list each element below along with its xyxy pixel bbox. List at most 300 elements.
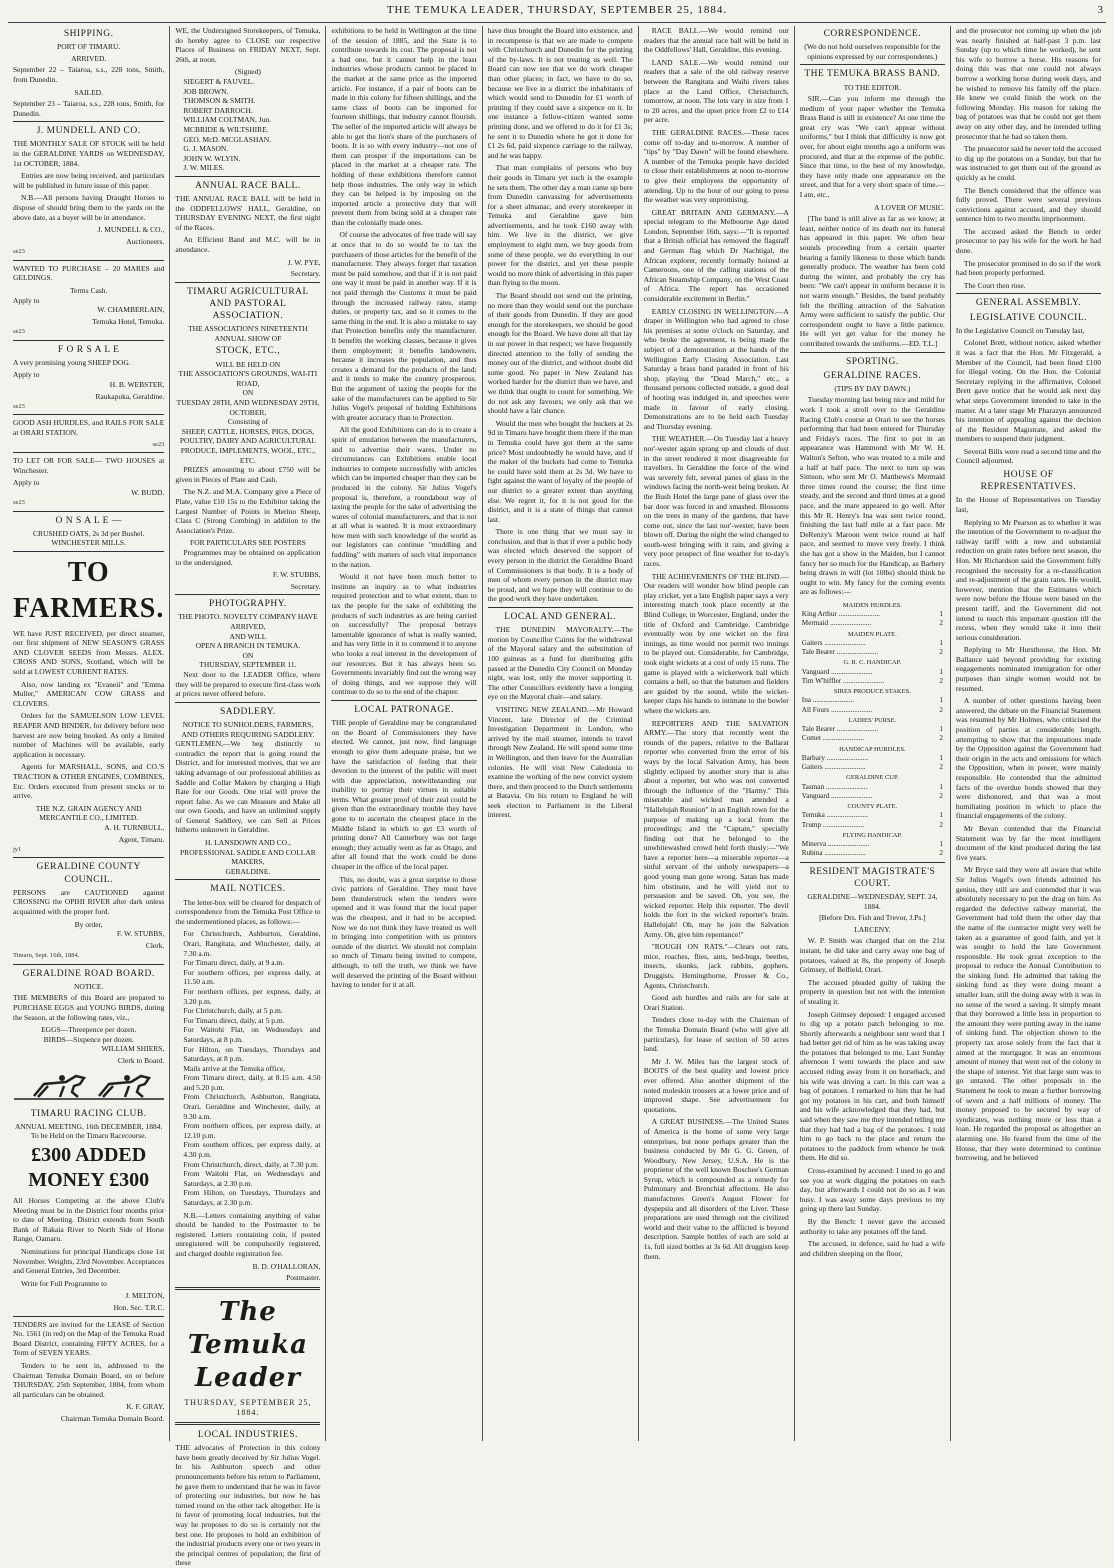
editorial-p2: Of course the advocates of free trade will say at once that to do so would be to tax the purchasers of those articles for the benefit of the manufacturer. They always forget that taxation must be paid somehow, and that if it is not paid one way it must be paid in another way. If it is not paid through the Customs it must be paid through the increased railway rates, stamp duties, or property tax, and so it comes to the same thing in the end. It is also a mistake to say that Protection benefits only the manufacturer. It benefits the working classes, because it gives them employment; it benefits landowners, because it increases the population, and thus creates a demand for the products of the land; and it tends to make the country prosperous. But the argument of taxing the people for the sake of the manufacturers can be applied to Sir Julius Vogel's proposal of holding Exhibitions with greater accuracy than to Protection.	[331, 230, 477, 422]
roadboard-eggs: EGGS—Threepence per dozen.	[41, 1025, 137, 1035]
table-row	[800, 725, 945, 734]
list-item: For Hilton, on Tuesdays, Thursdays and Saturdays, at 8 p.m.	[183, 1044, 321, 1064]
list-item: GEO. McD. MCGLASHAN.	[183, 134, 272, 144]
divider	[488, 607, 633, 608]
page-number: 3	[1097, 4, 1104, 16]
race-name: MAIDEN HURDLES.	[842, 601, 902, 609]
runner-place: 1	[939, 753, 943, 762]
runner-place: 2	[939, 648, 943, 657]
ball-name: J. W. PYE,	[287, 257, 321, 267]
runner-place: 1	[939, 667, 943, 676]
news-item: THE GERALDINE RACES.—These races come off to-day and to-morrow. A number of "tips" by "Day Dawn" will be found elsewhere. A number of the Temuka people have decided to close their establishments at noon to-morrow to give their employees the opportunity of attending. Up to the hour of our going to press the weather was very unpromising.	[643, 127, 789, 205]
court-cont-p5: The prosecutor promised to do so if the work had been properly performed.	[955, 258, 1102, 278]
table-row	[800, 639, 945, 648]
list-item: ROBERT DARROCH.	[183, 105, 253, 115]
wanted-terms: Terms Cash.	[69, 285, 108, 295]
saddlery-heading: SADDLERY.	[220, 706, 276, 717]
column-1	[8, 26, 170, 1441]
race-heading-row	[800, 744, 945, 754]
agri-will: WILL BE HELD ON	[215, 359, 281, 369]
race-name: GERALDINE CUP.	[846, 774, 899, 782]
forsale-heading: F O R S A L E	[57, 344, 120, 355]
runner-place: 2	[939, 676, 943, 685]
news-item: GREAT BRITAIN AND GERMANY.—A special telegram to the Melbourne Age dated London, September 16th, says:—"It is reported that a British official has removed the flagstaff and German flag which Dr Nachtigal, the African explorer, recently formally hoisted at Cameroons, one of the calling stations of the African Steamship Company, on the West Coast of Africa. The report has occasioned considerable excitement in Berlin."	[643, 207, 789, 304]
mundell-heading: J. MUNDELL AND CO.	[36, 126, 141, 137]
races-heading: GERALDINE RACES.	[823, 370, 922, 381]
racing-meet: ANNUAL MEETING, 16th DECEMBER, 1884.	[14, 1121, 163, 1131]
ball-body: THE ANNUAL RACE BALL will be held in the ODDFELLOWS' HALL, Geraldine, on THURSDAY EVENING NEXT, the first night of the Races.	[175, 194, 321, 232]
racing-money: £300 ADDED MONEY £300	[28, 1143, 150, 1192]
racing-held: To be Held on the Timaru Racecourse.	[30, 1131, 147, 1141]
list-item: From Waitohi Flat, on Wednesdays and Saturdays, at 2.30 p.m.	[183, 1169, 321, 1188]
list-item: MCBRIDE & WILTSHIRE.	[183, 124, 269, 134]
racing-title: Hon. Sec. T.R.C.	[113, 1302, 165, 1312]
divider	[13, 964, 164, 965]
editorial-p4: Would it not have been much better to institute an inquiry as to what industries required protection and to what extent, than to tax the people for the sake of exhibiting the products of such industries as are being carried on successfully? The proposal betrays lamentable ignorance of what is really wanted, and has very little in it to commend it to anyone who looks a real interest in the development of our resources. But it has always been so. Governments invariably find out the wrong way of doing things, and we suppose they will continue to do so to the end of the chapter.	[331, 572, 477, 697]
race-tips-table	[800, 600, 945, 859]
race-heading-row	[800, 686, 945, 696]
agri-title: Secretary.	[290, 581, 321, 591]
list-item: For Timaru direct, daily, at 9 a.m.	[183, 958, 285, 968]
divider	[800, 352, 945, 353]
list-item: JOHN W. WLYIN.	[183, 153, 241, 163]
race-heading-row	[800, 772, 945, 782]
tenders-body2: Tenders to be sent in, addressed to the Chairman Temuka Domain Board, on or before THURSDAY, 25th September, 1884, from whom all particulars can be obtained.	[13, 1360, 165, 1399]
list-item: From northern offices, per express daily, at 12.10 p.m.	[183, 1121, 321, 1140]
mundell-body2: Entries are now being received, and particulars will be published in future issue of this paper.	[13, 171, 165, 190]
tenders-title: Chairman Temuka Domain Board.	[60, 1413, 165, 1423]
divider	[13, 121, 164, 122]
race-heading-row	[800, 600, 945, 610]
photo-date: THURSDAY, SEPTEMBER 11.	[199, 660, 297, 670]
racing-body3: Write for Full Programme to	[21, 1278, 107, 1288]
ash-body: GOOD ASH HURDLES, and RAILS FOR SALE at ORARI STATION.	[13, 418, 165, 438]
runner-place: 1	[939, 610, 943, 619]
news-item: RACE BALL.—We would remind our readers that the annual race ball will be held in the Oddfellows' Hall, Geraldine, this evening.	[643, 26, 789, 55]
table-row	[800, 619, 945, 628]
list-item: For Timaru direct, daily, at 5 p.m.	[183, 1015, 285, 1025]
race-name: SIRES PRODUCE STAKES.	[833, 688, 911, 696]
runner-place: 2	[939, 619, 943, 628]
saddlery-notice: NOTICE TO SUNHOLDERS, FARMERS, AND OTHERS REQUIRING SADDLERY.	[181, 719, 315, 739]
ball-body2: An Efficient Band and M.C. will be in attendance.	[175, 235, 321, 255]
arrived-text: September 22 – Taiaroa, s.s., 228 tons, Smith, from Dunedin.	[13, 65, 165, 84]
court-p2: The accused pleaded guilty of taking the property in question but not with the intention of stealing it.	[799, 977, 945, 1006]
court-cont-p6: The Court then rose.	[963, 280, 1026, 290]
race-name: LADIES' PURSE.	[848, 716, 897, 724]
list-item: For southern offices, per express daily, at 11.50 a.m.	[183, 967, 321, 987]
column-7	[951, 26, 1106, 1441]
table-row	[800, 677, 945, 686]
mail-heading: MAIL NOTICES.	[210, 884, 286, 895]
closing-body: WE, the Undersigned Storekeepers, of Temuka, do hereby agree to CLOSE our respective Places of Business on FRIDAY NEXT, Sept. 26th, at noon.	[175, 26, 321, 64]
forsale-name: H. B. WEBSTER,	[109, 379, 165, 389]
news-item: Tenders close to-day with the Chairman of the Temuka Domain Board (who will give all particulars), for lease of section of 50 acres land.	[643, 1015, 789, 1054]
farmers-p2: Also, now landing ex "Evaneii" and "Emma Muller," AMERICAN COW GRASS and CLOVERS.	[13, 679, 165, 708]
tolet-code: se23	[13, 499, 25, 507]
list-item: SIEGERT & FAUVEL.	[183, 76, 255, 86]
agri-head2: THE ASSOCIATION'S NINETEENTH ANNUAL SHOW OF	[188, 324, 308, 343]
assembly-p6: Mr Bevan contended that the Financial Statement was by far the most intelligent document of the kind produced during the last five years.	[955, 823, 1102, 862]
patronage-cont-p5: There is one thing that we must say in conclusion, and that is that if ever a public body was elected which deserved the support of every person in the district the Geraldine Board of Commissioners is that body. It is a body of men of whom every person in the district may be proud, and we hope they will continue to do the good work they have undertaken.	[487, 527, 633, 604]
farmers-sig3: Agent, Timaru.	[118, 834, 165, 844]
wanted-place: Temuka Hotel, Temuka.	[92, 316, 165, 326]
editorial-p3: All the good Exhibitions can do is to create a spirit of emulation between the manufacturers, and to advertise their wares. Under no circumstances can Exhibitions enable local industries to compete successfully with articles which can be imported cheaper than they can be produced in the colony. Sir Julius Vogel's proposal is, therefore, a roundabout way of taxing the people for the sake of advertising the wares of colonial manufacturers, and that is not at all what is wanted. It is most extraordinary how men with such knowledge of the world as our legislators can continue "muddling and fuddling" with matters of such vital importance to the nation.	[331, 425, 477, 569]
ash-code: se23	[152, 440, 165, 448]
agri-items: SHEEP, CATTLE, HORSES, PIGS, DOGS, POULTRY, DAIRY AND AGRICULTURAL PRODUCE, IMPLEMENTS, WOOL, ETC., ETC.	[179, 426, 316, 465]
farmers-p3: Orders for the SAMUELSON LOW LEVEL REAPER AND BINDER, for delivery before next harvest are now being booked. As only a limited number of Machines will be available, early application is necessary.	[13, 711, 165, 759]
tolet-body: TO LET OR FOR SALE— TWO HOUSES at Winchester.	[13, 455, 165, 475]
court-cont-p4: The accused asked the Bench to order prosecutor to pay his wife for the work he had done.	[955, 226, 1102, 256]
list-item: THOMSON & SMITH.	[183, 96, 256, 106]
patronage-cont-p3: The Board should not send out the printing, no more than they would send out the purchase of their goods from Dunedin. If they are good enough for the storekeepers, we should be good enough for the Board. We have done all that lay in our power in that respect; we have frequently directed attention to the folly of sending the money out of the district, and without doubt did some good. No paper in New Zealand has worked harder for the district than we have, and we think that ought to count for something. We do not ask any favours; we only ask that we should have a fair chance.	[487, 291, 633, 416]
patronage-cont-p2: That man complains of persons who buy their goods in Timaru yet such is the example he sets them. The other day a man came up here from Dunedin canvassing for advertisements for a sheet almanac, and every storekeeper in Temuka and Geraldine gave him advertisements, and he took £160 away with him. We live in the district, we give employment to eight men, we buy goods from some of these people, we do everything in our power for the district, and yet these people would no more think of advertising in this paper than flying to the moon.	[487, 163, 633, 288]
court-p3: Joseph Grimsey deposed: I engaged accused to dig up a potato patch belonging to me. Shortly afterwards a neighbour sent word that I had better get rid of him as he was taking away the potatoes that belonged to me. Last Sunday afternoon I went towards the place and saw accused riding away from it on horseback, and his wife was driving a cart. In this cart was a bag of potatoes. I remarked to him that he had got my potatoes in his cart, and both himself and his wife acknowledged that they had, but said when they saw me they intended telling me that they had had a bag of the potatoes. I told him to go back to the place and return the potatoes to the paddock from whence he took them. He did so.	[799, 1009, 945, 1163]
agri-grounds: THE ASSOCIATION'S GROUNDS, WAI-ITI ROAD,	[178, 369, 318, 388]
runner-name: Ina .......................	[801, 696, 855, 705]
news-item: Mr J. W. Miles has the largest stock of BOOTS of the best quality and lowest price ever offered. Also another shipment of the noted moleskin trousers at a lower price and of improved shape. See advertisement for quotations.	[643, 1056, 789, 1114]
runner-name: Tasman .......................	[801, 782, 868, 791]
list-item: From Christchurch, Ashburton, Rangitata, Orari, Geraldine and Winchester, daily, at 9.30 a.m.	[183, 1092, 321, 1121]
wanted-code: se23	[13, 328, 25, 336]
agri-name: F. W. STUBBS,	[272, 570, 321, 580]
race-name: FLYING HANDICAP.	[842, 831, 902, 839]
court-larceny: LARCENY.	[854, 924, 891, 934]
runner-name: All Fours .......................	[801, 705, 873, 714]
court-p5: By the Bench: I never gave the accused authority to take any potatoes off the land.	[799, 1216, 945, 1236]
race-name: G. R. C. HANDICAP.	[843, 659, 902, 667]
runner-place: 1	[939, 811, 943, 820]
wanted-body: WANTED TO PURCHASE – 20 MARES and GELDINGS.	[13, 263, 165, 283]
ball-heading: ANNUAL RACE BALL.	[195, 180, 301, 191]
mundell-sig: J. MUNDELL & CO.,	[97, 225, 165, 235]
council-heading: GERALDINE COUNTY COUNCIL.	[36, 862, 141, 885]
racing-name: J. MELTON,	[125, 1291, 165, 1301]
table-row	[800, 610, 945, 619]
list-item: For Christchurch, daily, at 5 p.m.	[183, 1006, 283, 1016]
table-row	[800, 696, 945, 705]
letter-note: [The band is still alive as far as we know; at least, neither notice of its death nor its funeral has appeared in this paper. We often hear sounds proceeding from a certain quarter bearing a family likeness to those which bands generally produce. The weather has been cold during the winter, and probably the cry has been: "We can't appear in uniform because it is not warm enough." Besides, the band probably felt the thrilling attraction of the Salvation Army were sufficient to satisfy the public. Our correspondent ought to have a little patience. He will yet get value for the money he contributed towards the uniforms.—ED. T.L.]	[799, 214, 945, 348]
roadboard-name: WILLIAM SHIERS,	[101, 1044, 165, 1054]
race-name: HANDICAP HURDLES.	[839, 745, 906, 753]
runner-name: Tale Bearer .......................	[801, 648, 879, 657]
roadboard-heading: GERALDINE ROAD BOARD.	[22, 968, 155, 979]
local-industries-p1: THE advocates of Protection in this colony have been greatly deceived by Sir Julius Vogel. In his Ashburton speech and other pronouncements before his return to Parliament, he gave them to understand that he was in favor of protecting our industries, but now he has turned round on the other tack altogether. He is in favor of promoting local industries, but the way he proposes to do so is certainly not the best one. He proposes to hold an exhibition of the industrial products every one or two years in the principal centres of population; the first of these	[175, 1443, 321, 1568]
list-item: Mails arrive at the Temuka office,	[183, 1063, 286, 1073]
wanted-apply: Apply to	[13, 295, 40, 305]
tips-byline: (TIPS BY DAY DAWN.)	[834, 383, 911, 393]
runner-name: Mermaid .......................	[801, 619, 872, 628]
court-p6: The accused, in defence, said he had a wife and children sleeping on the floor,	[799, 1239, 945, 1258]
roadboard-notice: NOTICE.	[73, 981, 104, 991]
mundell-nb: N.B.—All persons having Draught Horses to dispose of should bring them to the yards on the above date, as a buyer will be in attendance.	[13, 193, 165, 222]
race-heading-row	[800, 801, 945, 811]
news-item: REPORTERS AND THE SALVATION ARMY.—The story that recently went the rounds of the papers, relative to the Ballarat reporter who converted from the error of his ways by the local Salvation Army, has been slightly eclipsed by another story that is also about a reporter, but who was not converted through the influence of the "Harmy." This miserable and wicked man attended a "Hallelujah Reunion" in an English town for the purpose of making up a local from the proceedings; and the "Captain," specially finding out that he belonged to the unwhitewashed crowd held forth thusly:—"We have a reporter here—a miserable reporter—a sinful servant of the unholy newspapers—a good young man gone wrong. Satan has made him obstinate, and he will yield not to persuasion and be saved. Oh, you see, the wicked reporter. Help this reporter. The devil holds the fort in the wicked reporter's brain. Hallelujah! Oh, may he join the Salvation Army. Oh, give him repentance!"	[643, 718, 789, 939]
agri-dates: TUESDAY 28TH, AND WEDNESDAY 29TH, OCTOBER,	[176, 398, 320, 417]
assembly-p1: Colonel Brett, without notice, asked whether it was a fact that the Hon. Mr Fitzgerald, a Member of the Council, had been fined £100 for illegal voting. On the Hon. the Colonial Secretary replying in the affirmative, Colonel Brett gave notice that he would ask next day what steps Government intended to take in the matter. At a later stage Mr Pharazyn announced his intention of appealing against the decision of the Resident Magistrate, and asked the members to suspend their judgment.	[955, 338, 1102, 444]
list-item: From Timaru direct, daily, at 8.15 a.m. 4.50 and 5.20 p.m.	[183, 1073, 321, 1092]
race-heading-row	[800, 657, 945, 667]
race-name: MAIDEN PLATE.	[847, 630, 897, 638]
farmers-p1: WE have JUST RECEIVED, per direct steamer, our first shipment of NEW SEASON'S GRASS AND CLOVER SEEDS from Messrs. ALEX. CROSS AND SONS, Scotland, which will be sold at LOWEST CURRENT RATES.	[13, 628, 165, 676]
table-row	[800, 792, 945, 801]
photo-on: ON	[242, 650, 254, 660]
farmers-sig: THE N.Z. GRAIN AGENCY AND MERCANTILE CO., LIMITED.	[35, 803, 142, 823]
racing-body: All Horses Competing at the above Club's Meeting must be in the District four months prior to date of Meeting. District extends from South Bank of Rakaia River to North Side of Horse Range, Oamaru.	[13, 1196, 165, 1244]
runner-place: 2	[939, 705, 943, 714]
runner-name: King Arthur .......................	[801, 610, 880, 619]
council-heading: LEGISLATIVE COUNCIL.	[969, 312, 1088, 323]
divider	[13, 340, 164, 341]
masthead-title: THE TEMUKA LEADER, THURSDAY, SEPTEMBER 25, 1884.	[386, 4, 728, 16]
roadboard-birds: BIRDS—Sixpence per dozen.	[43, 1034, 134, 1044]
divider	[13, 414, 164, 415]
letter-sig: A LOVER OF MUSIC.	[874, 202, 945, 212]
shipping-heading: SHIPPING.	[63, 29, 114, 39]
forsale-body: A very promising young SHEEP DOG.	[13, 357, 131, 367]
masthead	[8, 4, 1106, 23]
assembly-intro2: In the House of Representatives on Tuesday last,	[955, 495, 1102, 514]
court-before: [Before Drs. Fish and Trevor, J.Ps.]	[819, 913, 926, 923]
mail-p1: The letter-box will be cleared for despatch of correspondence from the Temuka Post Office to the undermentioned places, as follows:—	[175, 897, 321, 926]
divider	[13, 452, 164, 453]
sporting-heading: SPORTING.	[845, 356, 899, 367]
divider	[13, 260, 164, 261]
runner-name: Vanguard .......................	[801, 667, 873, 676]
divider	[175, 702, 320, 703]
table-row	[800, 783, 945, 792]
runner-place: 2	[939, 791, 943, 800]
photo-body2: Next door to the LEADER Office, where they will be prepared to execute first-class work at prices never offered before.	[175, 670, 321, 699]
table-row	[800, 734, 945, 743]
council-title: Clerk.	[145, 940, 165, 950]
divider	[13, 857, 164, 858]
saddlery-place: GERALDINE.	[225, 866, 271, 876]
local-industries-heading: LOCAL INDUSTRIES.	[197, 1430, 298, 1441]
table-row	[800, 668, 945, 677]
divider	[175, 1422, 320, 1425]
closing-signed: (Signed)	[234, 67, 261, 77]
assembly-intro: In the Legislative Council on Tuesday last,	[955, 325, 1085, 335]
sailed-text: September 23 – Taiaroa, s.s., 228 tons, Smith, for Dunedin.	[13, 99, 165, 118]
runner-name: Temuka .......................	[801, 811, 868, 820]
divider	[175, 594, 320, 595]
table-row	[800, 840, 945, 849]
table-row	[800, 763, 945, 772]
list-item: From Christchurch, direct, daily, at 7.30 p.m.	[183, 1159, 319, 1169]
agri-heading: TIMARU AGRICULTURAL AND PASTORAL ASSOCIATION.	[186, 286, 309, 322]
runner-name: Tim W'hiffler .......................	[801, 676, 885, 685]
runner-name: Minerva .......................	[801, 840, 870, 849]
mail-nb: N.B.—Letters containing anything of value should be handed to the Postmaster to be registered. Letters containing coin, if posted unregistered will be compulsorily registered, and charged double registration fee.	[175, 1210, 321, 1258]
list-item: For northern offices, per express, daily, at 3.20 p.m.	[183, 986, 321, 1006]
onsale-body: CRUSHED OATS, 2s 3d per Bushel.	[32, 528, 145, 538]
local-general-p1: THE DUNEDIN MAYORALTY.—The motion by Councillor Cairns for the withdrawal of the Mayoral salary and the substitution of 100 guineas as a fund for distributing gifts passed at the Dunedin City Council on Monday night, was lost, only the mover supporting it. The other Councillors evidently have a longing eye on the Mayoral chair—and salary.	[487, 625, 633, 702]
council-name: F. W. STUBBS,	[116, 929, 165, 939]
roadboard-body: THE MEMBERS of this Board are prepared to PURCHASE EGGS and YOUNG BIRDS, during the Season, at the following rates, viz.,	[13, 993, 165, 1022]
brass-band-heading: THE TEMUKA BRASS BAND.	[804, 69, 941, 80]
forsale-code: se23	[13, 403, 25, 411]
closing-names	[183, 77, 320, 173]
runner-place: 2	[939, 820, 943, 829]
race-heading-row	[800, 830, 945, 840]
court-cont-p1: and the prosecutor not coming up when the job was nearly finished at half-past 3 p.m. last Sunday (up to which time he worked), he sent his wife to borrow a horse. His reasons for doing this was that one could not always borrow a working horse during week days, and he wished to remove his family off the place. He knew we could finish the work on the following Monday. His reason for taking the bag of potatoes was that he could not get them away on any other day, and he intended telling prosecutor that he had so taken them.	[955, 26, 1102, 141]
forsale-apply: Apply to	[13, 370, 40, 380]
divider	[800, 64, 945, 65]
divider	[800, 862, 945, 863]
list-item: G. J. MASON.	[183, 144, 229, 154]
news-item: LAND SALE.—We would remind our readers that a sale of the old railway reserve between the Rangitata and Waihi rivers takes place at the Land Office, Christchurch, tomorrow, at noon. The lots vary in size from 1 to 20 acres, and the upset price from £2 to £14 per acre.	[643, 57, 789, 125]
list-item: For Waitohi Flat, on Wednesdays and Saturdays, at 8 p.m.	[183, 1025, 321, 1044]
photo-body: THE PHOTO. NOVELTY COMPANY HAVE ARRIVED,	[178, 612, 318, 632]
table-row	[800, 648, 945, 657]
runner-place: 1	[939, 725, 943, 734]
assembly-p2: Several Bills were read a second time and the Council adjourned.	[955, 446, 1102, 466]
list-item: WILLIAM COLTMAN, Jun.	[183, 115, 271, 125]
onsale-heading: O N S A L E —	[55, 515, 122, 526]
list-item: JOB BROWN.	[183, 86, 229, 96]
column-2	[170, 26, 326, 1568]
saddlery-name: H. LANSDOWN AND CO.,	[204, 838, 291, 848]
news-item: Good ash hurdles and rails are for sale at Orari Station.	[643, 993, 789, 1012]
onsale-place: WINCHESTER MILLS.	[51, 538, 126, 548]
column-5	[639, 26, 795, 1441]
court-p1: W. P. Smith was charged that on the 21st instant, he did take and carry away one bag of potatoes, valued at 8s, the property of Joseph Grimsey, of Belfield, Orari.	[799, 936, 945, 975]
local-general-p2: VISITING NEW ZEALAND.—Mr Howard Vincent, late Director of the Criminal Investigation Department in London, who arrived by the mail steamer, intends to travel through New Zealand. He will spend some time in Wellington, and then leave for the Australian colonies. He will visit New Caledonia to examine the working of the new convict system there, and then proceed to the Dutch settlements at Batavia. On his return to England he will seek election to Parliament in the Liberal interest.	[487, 704, 633, 820]
runner-name: Trump .......................	[801, 820, 865, 829]
race-heading-row	[800, 715, 945, 725]
arrived-heading: ARRIVED.	[71, 53, 107, 63]
tenders-name: K. F. GRAY,	[126, 1402, 165, 1412]
assembly-heading: GENERAL ASSEMBLY.	[975, 298, 1082, 309]
assembly-p7: Mr Bryce said they were all aware that while Sir Julius Vogel's own friends admitted his genius, they still are and contended that it was absolutely necessary to put the drag on him. As regarded the defective railway material, the Government had told them the other day that the name of the contractor might very well be taken as a guarantee of good faith, and yet it was sought to hold the late Government responsible. He took great exception to the proposal to reduce the Annual Contribution to the sinking fund. He admitted that taking the sinking fund as they were doing meant a smaller loan, still the doing away with it was in no sense of the word a saving. It simply meant that they borrowed a little less in proportion to the amount they were putting away in the name of sinking fund. The objection shown to the property tax arose solely from the fact that it aimed at the mortgagor. It was an enormous amount of money that went out of the colony in the shape of interest. Yet that large sum was to go untaxed. The other proposals in the Statement he took to mean a further borrowing of seven and a half millions of money. The money proposed to be secured by way of syndicates, was nothing more or less than a loan. He regarded the proposal as altogether an alarming one. He feared from the time of the House, that they were determined to continue borrowing, and he believed	[955, 865, 1102, 1163]
list-item: For Christchurch, Ashburton, Geraldine, Orari, Rangitata, and Winchester, daily, at 7.30 a.m.	[183, 929, 321, 958]
runner-place: 1	[939, 840, 943, 849]
mundell-sig2: Auctioneers.	[126, 236, 165, 246]
mundell-body: THE MONTHLY SALE OF STOCK will be held in the GERALDINE YARDS on WEDNESDAY, 1st OCTOBER, 1884.	[13, 139, 165, 168]
agri-prizes: PRIZES amounting to about £750 will be given in Pieces of Plate and Cash.	[175, 465, 321, 484]
newspaper-date: THURSDAY, SEPTEMBER 25, 1884.	[184, 1397, 312, 1417]
divider	[175, 176, 320, 177]
house-heading: HOUSE OF REPRESENTATIVES.	[980, 470, 1077, 493]
farmers-heading: TO FARMERS.	[13, 556, 165, 624]
table-row	[800, 849, 945, 858]
sailed-heading: SAILED.	[74, 87, 103, 97]
runner-place: 2	[939, 734, 943, 743]
tenders-body: TENDERS are invited for the LEASE of Section No. 1561 (in red) on the Map of the Temuka Road Board District, containing FIFTY ACRES, for a Term of SEVEN YEARS.	[13, 1319, 165, 1358]
news-item: "ROUGH ON RATS."—Clears out rats, mice, roaches, flies, ants, bed-bugs, beetles, insects, skunks, jack rabbits, gophers. Druggists. Hemingthorne, Prosser & Co., Agents, Christchurch.	[643, 942, 789, 990]
mail-title: Postmaster.	[286, 1273, 321, 1283]
runner-name: Gaiters .......................	[801, 763, 866, 772]
runner-name: Comet .......................	[801, 734, 865, 743]
runner-place: 1	[939, 696, 943, 705]
farmers-code: jy1	[13, 846, 22, 854]
assembly-p3: Replying to Mr Pearson as to whether it was the intention of the Government to re-adjust the railway tariff with a new and substantial reduction on grain rates before next season, the Hon. Mr Richardson said the Government fully recognised the necessity for a re-classification and re-adjustment of the grain rates. He would, however, mention that the Estimates which were now before the House were based on the present tariff, and the Government did not intend to touch this important question till the recess, when they would take it into their serious consideration.	[955, 517, 1102, 642]
column-6	[795, 26, 951, 1441]
table-row	[800, 754, 945, 763]
table-row	[800, 821, 945, 830]
sporting-p1: Tuesday morning last being nice and mild for work I took a stroll over to the Geraldine Racing Club's course at Orari to see the horses performing that had been entered for Thursday and Friday's races. The first to put in an appearance was Hammond with Mr W. H. Walton's Sefton, who was treated to a mile and a half at half pace. The next to turn up was Simson, who sent Mr O. Matthews's Mermaid three times round the course; the first time steady, and the second and third times at a good pace, and the mare appeared to go well. After this Mr R. Henry's Ina was sent twice round, finishing the last half mile at a fast pace. Mr DeRenzy's Maroon went twice round at half pace, and seemed to move very freely. I think she has got a show in the Maiden, but I cannot fancy her so much for the Handicap, as Barbery being drawn in will (lot 10lbs) should think he ought to win. My fancy for the coming events are as follows:—	[799, 395, 945, 597]
to-editor: TO THE EDITOR.	[843, 82, 901, 92]
racing-body2: Nominations for principal Handicaps close 1st November. Weights, 23rd November. Acceptances and General Entries, 3rd December.	[13, 1247, 165, 1276]
council-date: Timaru, Sept. 16th, 1884.	[13, 952, 80, 960]
court-heading: RESIDENT MAGISTRATE'S COURT.	[809, 866, 936, 889]
agri-nzr: The N.Z. and M.A. Company give a Piece of Plate, value £10 15s to the Exhibitor taking the Largest Number of Points in Merino Sheep, Class C (Strong Combing) in addition to the Association's Prize.	[175, 487, 321, 535]
photo-heading: PHOTOGRAPHY.	[209, 599, 287, 610]
race-name: COUNTY PLATE.	[847, 803, 898, 811]
court-cont-p3: The Bench considered that the offence was fully proved. There were several previous convictions against accused, and they should sentence him to two months imprisonment.	[955, 185, 1102, 224]
agri-consisting: Consisting of	[227, 417, 269, 427]
ball-title: Secretary.	[290, 269, 321, 279]
news-item: THE ACHIEVEMENTS OF THE BLIND.—Our readers will wonder how blind people can play cricket, yet a late English paper says a very interesting match took place recently at the Blind College, in Worcester, England, under the title of Oxford and Cambridge. Cambridge eventually won by one wicket on the first innings, as time would not permit two innings to be played out. Considerable, for Cambridge, took eight wickets at a cost of only 15 runs. The game is played with a wickerwork ball which contains a bell, so that the batsmen and fielders are guided by the sound, while the wicket-keeper claps his hands to intimate to the bowler where the wickets are.	[643, 571, 789, 715]
correspondence-note: (We do not hold ourselves responsible for the opinions expressed by our correspondents.)	[804, 42, 941, 61]
news-item: EARLY CLOSING IN WELLINGTON.—A draper in Wellington who had agreed to close his premises at some o'clock on Saturday, and who broke the agreement, is being made the subject of a demonstration at the hands of the Wellington Early Closing Association. Last Saturday a brass band paraded in front of his shop, playing the "Dead March," etc., a thousand persons collected outside, a good deal of hooting was indulged in, and speeches were made in favour of early closing. Demonstrations are to be held each Tuesday and Thursday evening.	[643, 306, 789, 431]
local-patronage-p2: This, no doubt, was a great surprise to those civic patriots of Geraldine. They must have been thunderstruck when the tenders were opened and it was found that the local paper was the cheapest, and it had to be accepted. Now we do not think they have treated us well in bringing into competition with us printers outside of the district. We should not complain so much of Timaru being invited to compete, although, to tell the truth, we think we have well deserved the printing of the Board without having to tender for it at all.	[331, 874, 477, 990]
divider	[175, 879, 320, 880]
agri-prog: Programmes may be obtained on application to the undersigned.	[175, 547, 321, 567]
mail-items	[183, 929, 320, 1207]
roadboard-title: Clerk to Board.	[117, 1055, 165, 1065]
farmers-p4: Agents for MARSHALL, SONS, and CO.'S TRACTION & OTHER ENGINES, COMBINES, Etc. Orders executed from present stocks or to arrive.	[13, 762, 165, 801]
photo-open: OPEN A BRANCH IN TEMUKA.	[195, 641, 301, 651]
court-p4: Cross-examined by accused: I used to go and see you at work digging the potatoes on each day, but afterwards I could not do so as I was busy. I was away some days previous to my going up there last Sunday.	[799, 1166, 945, 1214]
wanted-name: W. CHAMBERLAIN,	[97, 305, 165, 315]
local-patronage-p1: THE people of Geraldine may be congratulated on the Board of Commissioners they have elected. We cannot, just now, find language enough to give them adequate praise, but we have the satisfaction of feeling that their devotion to the interest of the public will meet with due appreciation, notwithstanding our inability to portray their virtues in suitable terms. What greater proof of their zeal could be given than the extraordinary trouble they have gone to to ascertain the cheapest place in the Middle Island in which to get £3 worth of printing done? All Canterbury was not large enough; they actually went as far as Otago, and after all found that the work could be done cheaper in the office of the local paper.	[331, 718, 477, 872]
saddlery-body: GENTLEMEN,—We beg distinctly to contradict the report that is going round the District, and for interested motives, that we are taking advantage of our professional abilities as Saddle and Collar Makers by charging a High Rate for our Goods. One trial will prove the report false. As we can Measure and Make all our own Goods, and have an unlimited supply of General Saddlery, we can Sell at Prices hitherto unknown in Geraldine.	[175, 739, 321, 835]
court-cont-p2: The prosecutor said he never told the accused to dig up the potatoes on a Sunday, but that he was instructed to get them out of the ground as quickly as he could.	[955, 144, 1102, 182]
runner-name: Tale Bearer .......................	[801, 725, 879, 734]
photo-and: AND WILL	[229, 631, 267, 641]
assembly-p5: A number of other questions having been answered, the debate on the Financial Statement was resumed by Mr Holmes, who criticised the position of parties at considerable length, attempting to show that the imputations made by the Opposition against the Government had their origin in the acts and omissions for which the Opposition, when in power, were mainly responsible. He contended that the admitted facts of the overdue bonds showed that they were dishonored, and that was a most humiliating position in which to place the financial engagements of the colony.	[955, 696, 1102, 821]
divider	[331, 700, 476, 701]
assembly-p4: Replying to Mr Hursthouse, the Hon. Mr Ballance said beyond providing for existing engagements nominated immigration for other purposes than single women would not be resumed.	[955, 645, 1102, 693]
divider	[175, 1287, 320, 1290]
racehorse-illustration	[14, 1070, 164, 1104]
shipping-port: PORT OF TIMARU.	[57, 42, 121, 52]
column-3	[326, 26, 482, 1441]
runner-name: Gaiters .......................	[801, 638, 866, 647]
racing-heading: TIMARU RACING CLUB.	[30, 1108, 147, 1119]
mail-name: B. D. O'HALLORAN,	[252, 1261, 321, 1271]
council-body: PERSONS are CAUTIONED against CROSSING the OPIHI RIVER after dark unless acquainted with the proper ford.	[13, 887, 165, 916]
divider	[13, 511, 164, 512]
patronage-cont-p1: have thus brought the Board into existence, and in recompense is that we are made to compete with Christchurch and Dunedin for the printing of the by-laws. It is not treating us well. The Board can now see that we do work cheaper than other places; in fact, we have to do so, because we live in a district the inhabitants of which would send to Dunedin for £1 worth of printing if they could save a sixpence on it. In one instance a fellow-citizen wanted some printing done, and we offered to do it for £1 3s; he sent it to Dunedin where he got it done for £1 2s 6d, paid sixpence carriage to the railway, and he was happy.	[487, 26, 633, 160]
list-item: From southern offices, per express daily, at 4.30 p.m.	[183, 1140, 321, 1160]
letter-p1: SIR,—Can you inform me through the medium of your paper whether the Temuka Brass Band is still in existence? At one time the great cry was "We can't appear without uniforms," but I think that difficulty is now got over, for about eight months ago a uniform was procured, and that at the expense of the public. Since that time, to the best of my knowledge, they have only made one appearance on the street, and that for a very short space of time.—I am, etc.,	[799, 94, 945, 200]
news-item: THE WEATHER.—On Tuesday last a heavy nor'-wester again sprang up and clouds of dust in the street rendered it most disagreeable for travellers. In Geraldine the force of the wind was severely felt, several panes of glass in the windows facing the north-west being broken. At the Bush Hotel the large pane of glass over the bar door was forced in and smashed. Blossoms on the trees in many of the gardens, that have come out, since the last nor'-wester, have been blown off. During the night the wind changed to south-west bringing with it rain, and giving a very poor prospect of fine weather for to-day's races.	[643, 434, 789, 569]
divider	[13, 551, 164, 552]
forsale-place: Raukapuka, Geraldine.	[95, 391, 165, 401]
divider	[175, 282, 320, 283]
farmers-sig2: A. H. TURNBULL,	[104, 822, 165, 832]
tolet-name: W. BUDD.	[131, 487, 165, 497]
court-dateline: GERALDINE—WEDNESDAY, SEPT. 24, 1884.	[807, 891, 938, 911]
patronage-cont-p4: Would the men who bought the buckets at 2s 9d in Timaru have bought them there if the man in Temuka could have got them at the same price? Most undoubtedly he would have, and if the maker of the buckets had come to Temuka he could have sold them at 2s 3d. We have to fight against the want of loyalty of the people of our district to a greater extent than anything else. We regret it, for it is not good for the district, and it is a state of things that cannot last.	[487, 418, 633, 524]
columns	[8, 26, 1106, 1568]
council-order: By order,	[74, 919, 103, 929]
saddlery-title: PROFESSIONAL SADDLE AND COLLAR MAKERS,	[180, 847, 316, 867]
runner-place: 2	[939, 849, 943, 858]
newspaper-title: The Temuka Leader	[187, 1296, 308, 1394]
tolet-apply: Apply to	[13, 478, 40, 488]
agri-posters: FOR PARTICULARS SEE POSTERS	[190, 538, 306, 548]
runner-place: 1	[939, 782, 943, 791]
runner-name: Barbary .......................	[801, 753, 869, 762]
table-row	[800, 706, 945, 715]
list-item: J. W. MILES.	[183, 163, 225, 173]
editorial-p1: exhibitions to be held in Wellington at the time of the session of 1885, and the State is to contribute towards its cost. The proposal is not a bad one, but it cannot help in the least industries whose products cannot be placed in the market at the same price as the imported article. For instance, if a pair of boots can be made in this colony for fifteen shillings, and the same class of boots can be imported for fourteen shillings, that industry cannot flourish. The seller of the imported article will always be able to get the lion's share of the purchasers of boots. It is so with every industry—not one of them can prosper if the importations can be placed in the market at a cheaper rate. The holding of these exhibitions therefore cannot help those industries. The only way in which they can be helped is by imposing on the imported article a protective duty that will prevent them from being sold at a cheaper rate than the colonially made ones.	[331, 26, 477, 227]
list-item: From Hilton, on Tuesdays, Thursdays and Saturdays, at 2.30 p.m.	[183, 1188, 321, 1207]
